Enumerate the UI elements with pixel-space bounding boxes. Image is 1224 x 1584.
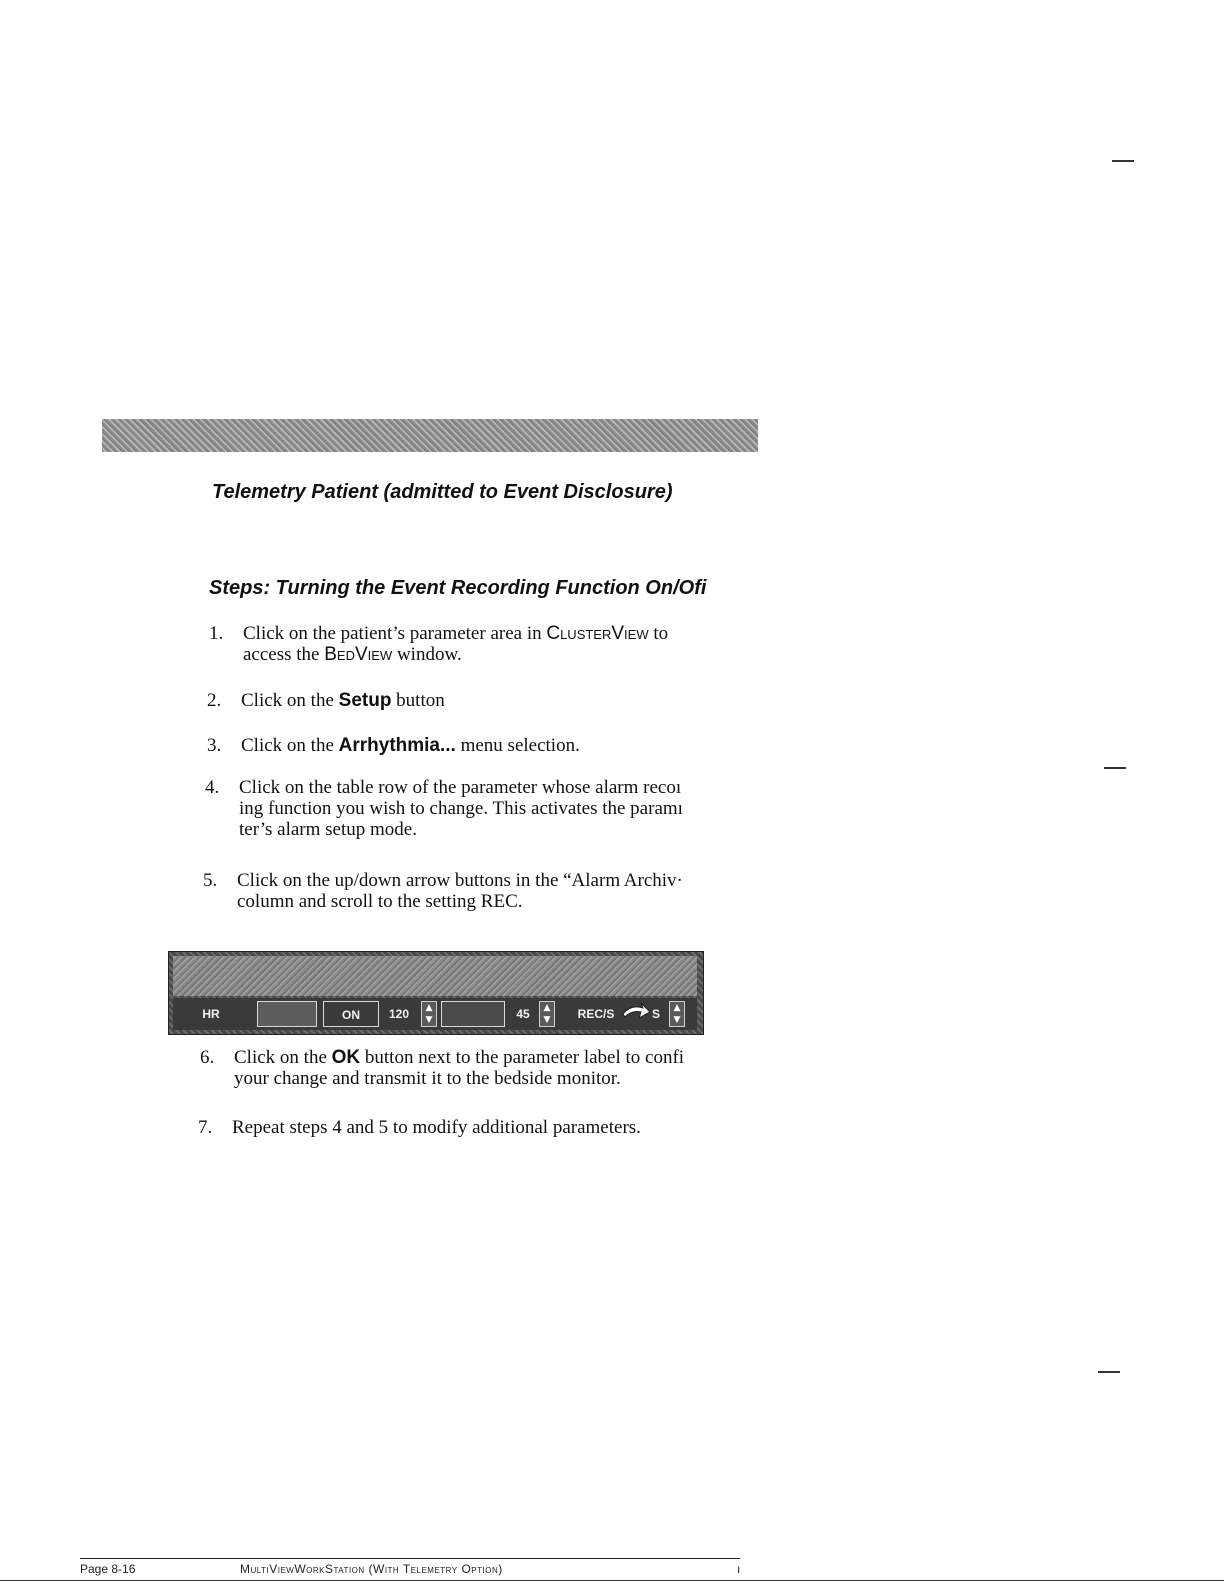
footer-rule — [80, 1558, 740, 1559]
arrow-up-icon: ▲ — [543, 1003, 551, 1013]
archive-stepper — [669, 1001, 685, 1027]
archive-suffix: S — [651, 1007, 660, 1021]
step-line — [243, 644, 729, 665]
arrow-down-icon: ▼ — [543, 1015, 551, 1025]
margin-mark — [1112, 160, 1134, 162]
param-label: HR — [202, 1007, 220, 1021]
parameter-row — [173, 998, 697, 1030]
low-limit-stepper — [539, 1001, 555, 1027]
arrow-down-icon: ▼ — [425, 1015, 433, 1025]
step-number: 5. — [203, 870, 218, 891]
step-number: 2. — [207, 690, 222, 711]
archive-setting: REC/S — [577, 1007, 615, 1021]
high-limit-value: 120 — [388, 1007, 410, 1021]
step-line: Click on the table row of the parameter whose alarm recoı — [239, 777, 682, 798]
margin-mark — [1104, 767, 1126, 769]
step-line: your change and transmit it to the bedside monitor. — [234, 1068, 621, 1089]
status-value: ON — [323, 1001, 379, 1027]
step-line — [243, 623, 729, 644]
step-text — [241, 735, 727, 756]
alarm-row-screenshot — [168, 951, 704, 1035]
step-number: 3. — [207, 735, 222, 756]
step-6 — [200, 1047, 720, 1091]
app-name: BedView — [324, 644, 393, 665]
step-number: 1. — [209, 623, 224, 644]
ok-button-label: OK — [331, 1047, 361, 1068]
high-limit-stepper — [421, 1001, 437, 1027]
text-run: button next to the parameter label to confi — [360, 1047, 685, 1068]
step-line: ter’s alarm setup mode. — [239, 819, 417, 840]
step-4 — [205, 777, 725, 843]
step-line: Click on the up/down arrow buttons in the “Alarm Archiv· — [237, 870, 683, 891]
pointer-arrow-icon — [621, 1000, 651, 1024]
menu-item-label: Arrhythmia... — [338, 735, 456, 756]
text-run: to — [648, 623, 669, 644]
page-number: Page 8-16 — [80, 1562, 136, 1576]
step-text: Repeat steps 4 and 5 to modify additional parameters. — [232, 1117, 641, 1138]
step-2 — [207, 690, 727, 714]
margin-mark — [1098, 1371, 1120, 1373]
text-run: Click on the — [241, 735, 339, 756]
step-number: 4. — [205, 777, 220, 798]
step-3 — [207, 735, 727, 759]
text-run: button — [391, 690, 445, 711]
step-text — [243, 623, 729, 665]
step-line: ing function you wish to change. This activates the paramı — [239, 798, 683, 819]
screenshot-header — [173, 956, 697, 996]
step-5 — [203, 870, 723, 914]
setup-button-label: Setup — [338, 690, 392, 711]
ok-button — [257, 1001, 317, 1027]
low-limit-value: 45 — [516, 1007, 530, 1021]
section-bar — [102, 419, 758, 452]
text-run: Click on the — [234, 1047, 332, 1068]
steps-heading: Steps: Turning the Event Recording Function On/Ofi — [209, 577, 707, 599]
step-text — [239, 777, 725, 840]
text-run: window. — [392, 644, 462, 665]
limit-field — [441, 1001, 505, 1027]
step-line — [234, 1047, 720, 1068]
text-run: Click on the — [241, 690, 339, 711]
page-bottom-rule — [0, 1580, 1224, 1581]
step-line: column and scroll to the setting REC. — [237, 891, 523, 912]
footer-title: MultiViewWorkStation (With Telemetry Option) — [240, 1562, 503, 1576]
step-7 — [198, 1117, 718, 1141]
text-run: access the — [243, 644, 325, 665]
app-name: ClusterView — [546, 623, 649, 644]
footer-mark: ı — [737, 1562, 741, 1576]
step-text — [237, 870, 723, 912]
arrow-up-icon: ▲ — [673, 1003, 681, 1013]
section-title: Telemetry Patient (admitted to Event Disclosure) — [212, 481, 673, 503]
arrow-up-icon: ▲ — [425, 1003, 433, 1013]
step-number: 7. — [198, 1117, 213, 1138]
step-text — [241, 690, 727, 711]
step-number: 6. — [200, 1047, 215, 1068]
step-text — [234, 1047, 720, 1089]
step-1 — [209, 623, 729, 667]
text-run: Click on the patient’s parameter area in — [243, 623, 547, 644]
arrow-down-icon: ▼ — [673, 1015, 681, 1025]
text-run: menu selection. — [455, 735, 580, 756]
